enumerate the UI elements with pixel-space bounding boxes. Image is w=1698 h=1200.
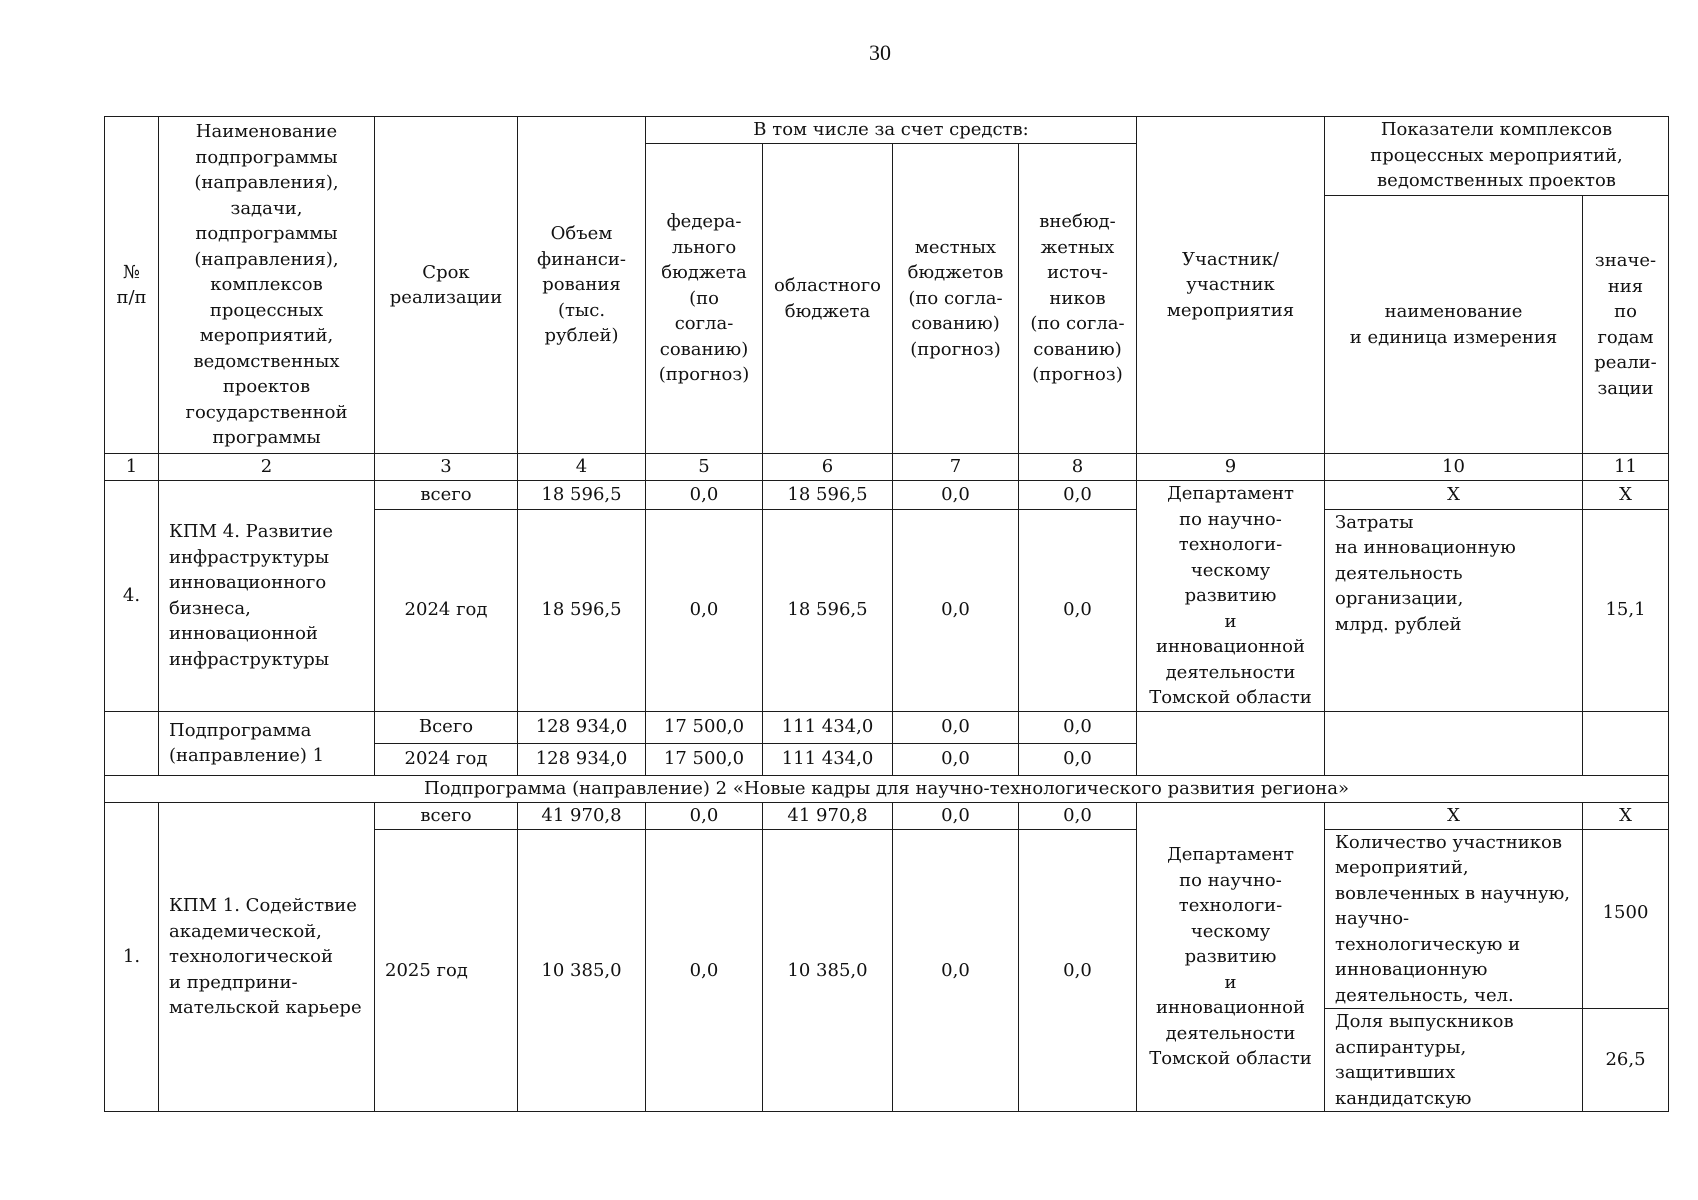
column-number: 7 (893, 454, 1019, 481)
column-number: 3 (375, 454, 518, 481)
subprogram1-year-volume: 128 934,0 (518, 743, 646, 775)
kpm4-total-term: всего (375, 481, 518, 510)
header-funding-group: В том числе за счет средств: (646, 117, 1137, 144)
subprogram1-year-federal: 17 500,0 (646, 743, 763, 775)
header-federal: федера- льного бюджета (по согла- сованию) (прогноз) (646, 144, 763, 454)
kpm4-year-term: 2024 год (375, 509, 518, 711)
kpm1-name: КПМ 1. Содействие академической, технологической и предприни- мательской карьере (159, 802, 375, 1112)
header-participant: Участник/ участник мероприятия (1137, 117, 1325, 454)
column-number: 4 (518, 454, 646, 481)
kpm1-number: 1. (105, 802, 159, 1112)
kpm1-indicator2-value: 26,5 (1583, 1009, 1669, 1112)
column-number: 1 (105, 454, 159, 481)
kpm4-year-regional: 18 596,5 (763, 509, 893, 711)
kpm1-total-extrabudget: 0,0 (1019, 802, 1137, 829)
kpm4-total-regional: 18 596,5 (763, 481, 893, 510)
subprogram1-all-term: Всего (375, 711, 518, 743)
kpm4-participant: Департамент по научно- технологи- ческому развитию и инновационной деятельности Томской области (1137, 481, 1325, 712)
header-indicator-values: значе- ния по годам реали- зации (1583, 196, 1669, 454)
kpm4-year-extrabudget: 0,0 (1019, 509, 1137, 711)
page-number: 30 (869, 40, 891, 65)
header-name: Наименование подпрограммы (направления), задачи, подпрограммы (направления), комплексов процессных мероприятий, ведомственных проектов государственной программы (159, 117, 375, 454)
column-number: 10 (1325, 454, 1583, 481)
kpm1-total-local: 0,0 (893, 802, 1019, 829)
kpm4-indicator-value: 15,1 (1583, 509, 1669, 711)
kpm4-total-volume: 18 596,5 (518, 481, 646, 510)
kpm1-total-indicator-value: Х (1583, 802, 1669, 829)
kpm1-participant: Департамент по научно- технологи- ческому развитию и инновационной деятельности Томской области (1137, 802, 1325, 1112)
subprogram1-indicator-empty (1325, 711, 1583, 775)
kpm1-total-federal: 0,0 (646, 802, 763, 829)
subprogram1-year-extrabudget: 0,0 (1019, 743, 1137, 775)
subprogram1-all-federal: 17 500,0 (646, 711, 763, 743)
kpm4-name: КПМ 4. Развитие инфраструктуры инновационного бизнеса, инновационной инфраструктуры (159, 481, 375, 712)
kpm1-year-term: 2025 год (375, 829, 518, 1112)
subprogram1-year-regional: 111 434,0 (763, 743, 893, 775)
header-regional: областного бюджета (763, 144, 893, 454)
subprogram1-year-local: 0,0 (893, 743, 1019, 775)
kpm1-indicator2-name: Доля выпускников аспирантуры, защитивших кандидатскую (1325, 1009, 1583, 1112)
kpm1-total-volume: 41 970,8 (518, 802, 646, 829)
kpm4-total-indicator-value: Х (1583, 481, 1669, 510)
kpm1-year-federal: 0,0 (646, 829, 763, 1112)
header-number: № п/п (105, 117, 159, 454)
subprogram1-year-term: 2024 год (375, 743, 518, 775)
column-number: 9 (1137, 454, 1325, 481)
header-indicator-name: наименование и единица измерения (1325, 196, 1583, 454)
subprogram1-value-empty (1583, 711, 1669, 775)
header-term: Срок реализации (375, 117, 518, 454)
kpm4-total-local: 0,0 (893, 481, 1019, 510)
subprogram1-name: Подпрограмма (направление) 1 (159, 711, 375, 775)
column-number: 11 (1583, 454, 1669, 481)
kpm1-year-regional: 10 385,0 (763, 829, 893, 1112)
subprogram1-all-regional: 111 434,0 (763, 711, 893, 743)
column-number: 6 (763, 454, 893, 481)
kpm4-indicator-name: Затраты на инновационную деятельность организации, млрд. рублей (1325, 509, 1583, 711)
kpm4-total-federal: 0,0 (646, 481, 763, 510)
kpm4-year-federal: 0,0 (646, 509, 763, 711)
column-number: 2 (159, 454, 375, 481)
kpm1-year-extrabudget: 0,0 (1019, 829, 1137, 1112)
kpm1-year-local: 0,0 (893, 829, 1019, 1112)
header-local: местных бюджетов (по согла- сованию) (прогноз) (893, 144, 1019, 454)
column-number: 8 (1019, 454, 1137, 481)
program-table (104, 116, 1669, 1112)
subprogram1-all-extrabudget: 0,0 (1019, 711, 1137, 743)
subprogram1-number-empty (105, 711, 159, 775)
kpm4-total-indicator-name: Х (1325, 481, 1583, 510)
header-indicators-group: Показатели комплексов процессных мероприятий, ведомственных проектов (1325, 117, 1669, 196)
subprogram2-title: Подпрограмма (направление) 2 «Новые кадры для научно-технологического развития региона» (105, 775, 1669, 802)
subprogram1-participant-empty (1137, 711, 1325, 775)
column-number: 5 (646, 454, 763, 481)
kpm1-total-indicator-name: Х (1325, 802, 1583, 829)
kpm4-number: 4. (105, 481, 159, 712)
subprogram1-all-local: 0,0 (893, 711, 1019, 743)
kpm4-year-volume: 18 596,5 (518, 509, 646, 711)
header-volume: Объем финанси- рования (тыс. рублей) (518, 117, 646, 454)
header-extrabudget: внебюд- жетных источ- ников (по согла- сованию) (прогноз) (1019, 144, 1137, 454)
kpm1-total-term: всего (375, 802, 518, 829)
kpm1-indicator1-name: Количество участников мероприятий, вовлеченных в научную, научно- технологическую и инновационную деятельность, чел. (1325, 829, 1583, 1009)
kpm1-indicator1-value: 1500 (1583, 829, 1669, 1009)
kpm4-total-extrabudget: 0,0 (1019, 481, 1137, 510)
kpm1-year-volume: 10 385,0 (518, 829, 646, 1112)
kpm1-total-regional: 41 970,8 (763, 802, 893, 829)
kpm4-year-local: 0,0 (893, 509, 1019, 711)
subprogram1-all-volume: 128 934,0 (518, 711, 646, 743)
